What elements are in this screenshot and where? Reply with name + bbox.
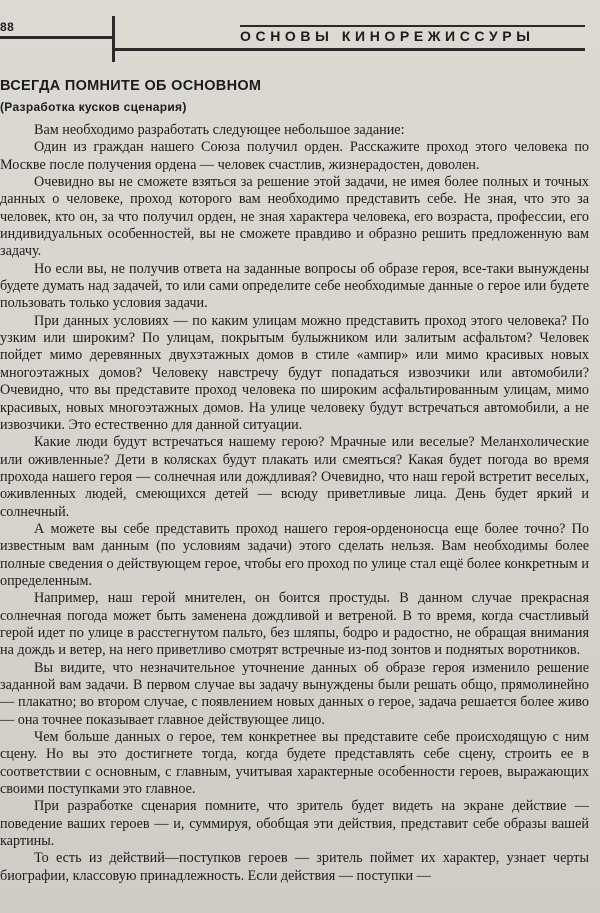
header-rule-bottom: [115, 48, 585, 51]
header-rule-vertical: [112, 16, 115, 62]
paragraph: Вы видите, что незначительное уточнение данных об образе героя изменило решение заданной вам задачи. В первом случае вы задачу вынуждены были решать общо, прямолинейно — плакатно; во втором случае, с появлением новых данных о герое, задача решается более живо — она точнее показывает главное действующее лицо.: [0, 659, 589, 728]
header-rule-left: [0, 36, 112, 39]
paragraph: Один из граждан нашего Союза получил орден. Расскажите проход этого человека по Москве после получения ордена — человек счастлив, жизнерадостен, доволен.: [0, 139, 589, 173]
header-rule-top: [240, 25, 585, 27]
section-title: ВСЕГДА ПОМНИТЕ ОБ ОСНОВНОМ: [0, 78, 262, 94]
paragraph: А можете вы себе представить проход нашего героя-орденоносца еще более точно? По известным вам данным (по условиям задачи) этого сделать нельзя. Вам необходимы более полные сведения о действующем герое, чтобы его проход по улице стал ещё более конкретным и определенным.: [0, 520, 589, 589]
paragraph: То есть из действий—поступков героев — зритель поймет их характер, узнает черты биографии, классовую принадлежность. Если действия — поступки —: [0, 850, 589, 884]
paragraph: При разработке сценария помните, что зритель будет видеть на экране действие — поведение ваших героев — и, суммируя, обобщая эти действия, представит себе образы вашей картины.: [0, 798, 589, 850]
page-number: 88: [0, 20, 15, 34]
paragraph: Очевидно вы не сможете взяться за решение этой задачи, не имея более полных и точных данных о человеке, проход которого вам необходимо представить себе. Не зная, что это за человек, кто он, за что получил орден, не зная характера человека, его возраста, профессии, его индивидуальных особенностей, вы не сможете правдиво и образно решить предложенную вам задачу.: [0, 174, 589, 260]
body-text: [0, 122, 589, 885]
paragraph: При данных условиях — по каким улицам можно представить проход этого человека? По узким или широким? По улицам, покрытым булыжником или залитым асфальтом? Человек пойдет мимо деревянных двухэтажных домов в стиле «ампир» или мимо красивых новых многоэтажных домов? Человеку навстречу будут попадаться извозчики или автомобили? Очевидно, что вы представите проход человека по широким асфальтированным улицам, мимо красивых, новых многоэтажных домов. На улице человеку будут встречаться автомобили, а не извозчики. Это естественно для данной ситуации.: [0, 312, 589, 433]
paragraph: Но если вы, не получив ответа на заданные вопросы об образе героя, все-таки вынуждены будете думать над задачей, то или сами определите себе необходимые данные о герое или будете пользовать только условия задачи.: [0, 260, 589, 312]
paragraph: Чем больше данных о герое, тем конкретнее вы представите себе происходящую с ним сцену. Но вы это достигнете тогда, когда будете представлять себе сцену, строить ее в соответствии с основным, с главным, учитывая характерные особенности героев, выражающих своими поступками это главное.: [0, 729, 589, 798]
running-title: ОСНОВЫ КИНОРЕЖИССУРЫ: [240, 28, 535, 44]
page-header: [0, 0, 600, 60]
paragraph: Например, наш герой мнителен, он боится простуды. В данном случае прекрасная солнечная погода может быть заменена дождливой и ветреной. В то время, когда счастливый герой идет по улице в расстегнутом пальто, без шляпы, бодро и радостно, не обращая внимания на дождь и ветер, на него приветливо смотрят встречные из-под зонтов и поднятых воротников.: [0, 590, 589, 659]
paragraph: Какие люди будут встречаться нашему герою? Мрачные или веселые? Меланхолические или оживленные? Дети в колясках будут плакать или смеяться? Какая будет погода во время прохода нашего героя — солнечная или дождливая? Очевидно, что наш герой встретит веселых, оживленных людей, смеющихся детей — всюду приветливые лица. День будет яркий и солнечный.: [0, 434, 589, 520]
section-subtitle: (Разработка кусков сценария): [0, 100, 187, 114]
paragraph: Вам необходимо разработать следующее небольшое задание:: [34, 122, 405, 138]
